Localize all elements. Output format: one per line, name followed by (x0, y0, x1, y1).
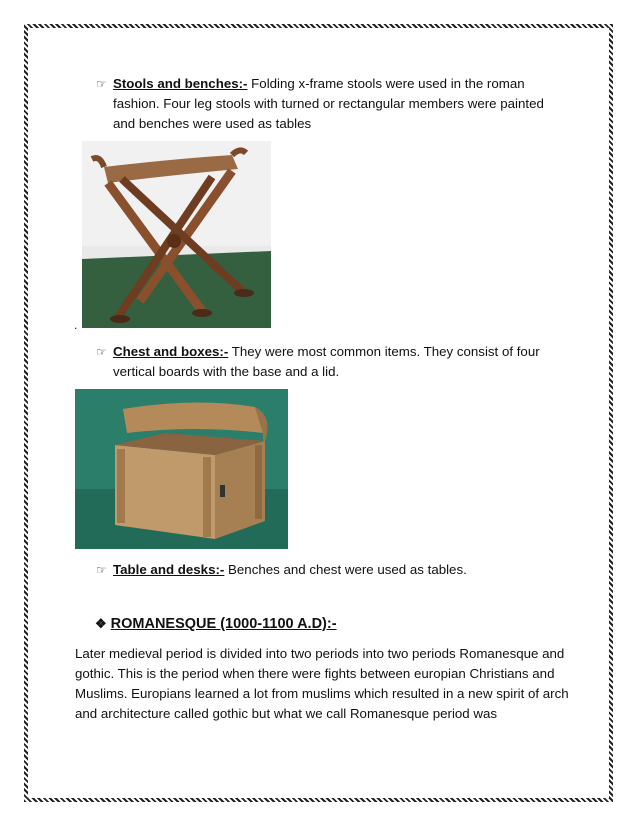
pointing-hand-icon: ☞ (96, 563, 107, 577)
diamond-icon: ❖ (95, 616, 107, 631)
list-item (96, 560, 556, 580)
list-item (96, 342, 556, 382)
stool-image (82, 141, 271, 328)
item-title: Table and desks:- (113, 562, 225, 577)
section-heading (95, 616, 337, 632)
item-text: Benches and chest were used as tables. (228, 562, 467, 577)
chest-image (75, 389, 288, 549)
heading-text: ROMANESQUE (1000-1100 A.D):- (110, 616, 337, 632)
body-paragraph: Later medieval period is divided into two periods into two periods Romanesque and gothic. This is the period when there were fights between europian Christians and Muslims. Europians learned a lot from muslims which resulted in a new spirit of arch and architecture called gothic but what we call Romanesque period was (75, 646, 569, 721)
item-title: Stools and benches:- (113, 76, 248, 91)
item-text: Folding x-frame stools were used in the roman fashion. Four leg stools with turned or rectangular members were painted and benches were used as tables (113, 76, 544, 131)
list-item (96, 74, 556, 134)
pointing-hand-icon: ☞ (96, 77, 107, 91)
pointing-hand-icon: ☞ (96, 345, 107, 359)
item-text: They were most common items. They consist of four vertical boards with the base and a lid. (113, 344, 540, 379)
item-title: Chest and boxes:- (113, 344, 229, 359)
stray-dot: . (74, 318, 78, 332)
